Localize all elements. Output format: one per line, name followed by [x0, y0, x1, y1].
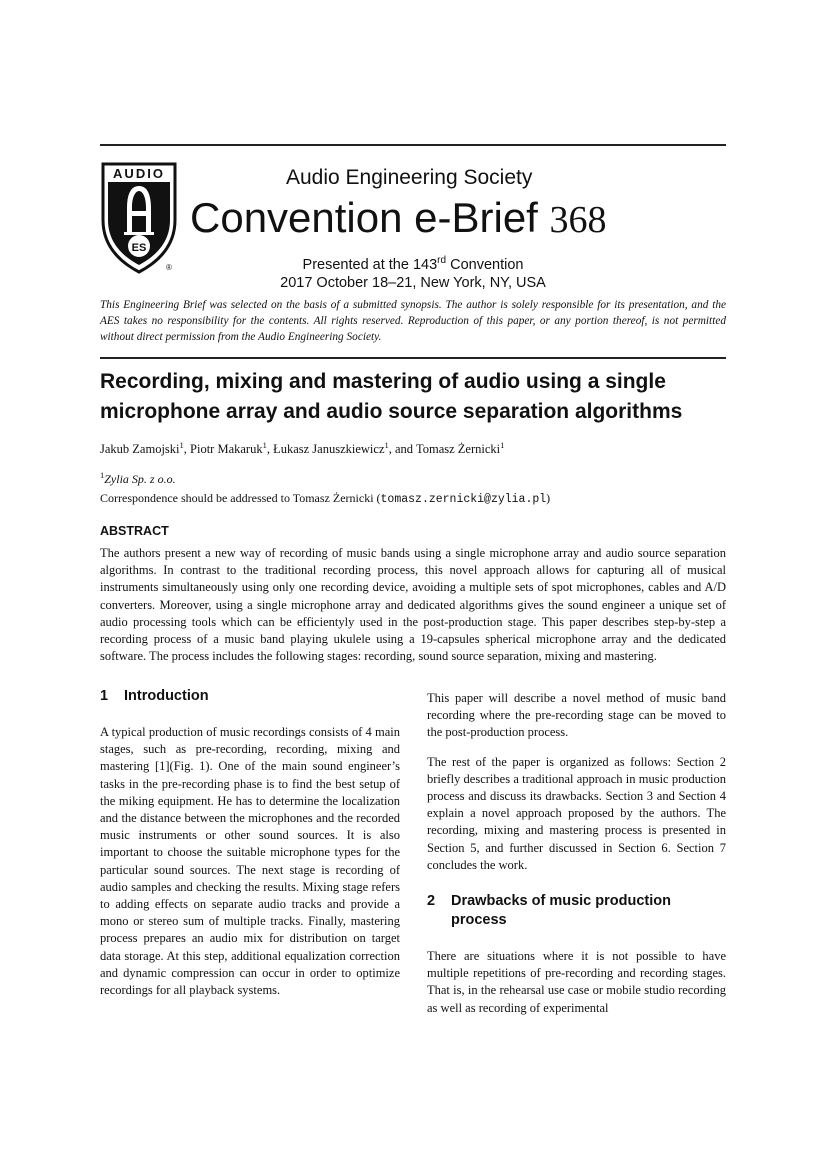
author-name: Jakub Zamojski [100, 442, 180, 457]
section-title: Drawbacks of music production process [451, 893, 671, 929]
presented-suffix: Convention [446, 256, 524, 273]
correspondence-suffix: ) [546, 491, 551, 505]
svg-text:ES: ES [131, 242, 147, 254]
aes-logo [100, 162, 178, 274]
author-sup: 1 [262, 440, 267, 450]
affiliation-sup: 1 [100, 470, 105, 480]
abstract-heading: ABSTRACT [100, 524, 169, 538]
author-name: Piotr Makaruk [190, 442, 263, 457]
author-name: Łukasz Januszkiewicz [273, 442, 385, 457]
society-name: Audio Engineering Society [286, 166, 533, 189]
correspondence-email[interactable]: tomasz.zernicki@zylia.pl [380, 493, 547, 506]
author-sup: 1 [384, 440, 389, 450]
section-heading-intro [100, 687, 400, 706]
convention-ebrief-title [190, 194, 607, 242]
svg-text:AUDIO: AUDIO [113, 166, 165, 181]
correspondence [100, 491, 550, 506]
correspondence-prefix: Correspondence should be addressed to Tomasz Żernicki ( [100, 491, 381, 505]
intro-paragraph-3: The rest of the paper is organized as follows: Section 2 briefly describes a traditional approach in music production process and discuss its drawbacks. Section 3 and Section 4 explain a novel approach proposed by the authors. The recording, mixing and mastering process is presented in Section 5, and further discussed in Section 6. Section 7 concludes the work. [427, 754, 726, 872]
top-rule [100, 144, 726, 146]
intro-column [100, 687, 400, 999]
section-number: 1 [100, 688, 109, 704]
presented-line [200, 252, 626, 274]
author-sep: , [266, 442, 274, 457]
author-sep: , and [388, 442, 416, 457]
presented-sup: rd [437, 255, 447, 266]
affiliation-name: Zylia Sp. z o.o. [104, 472, 176, 486]
author-sup: 1 [500, 440, 505, 450]
paper-title: Recording, mixing and mastering of audio using a single microphone array and audio source separation algorithms [100, 370, 683, 423]
author-sup: 1 [179, 440, 184, 450]
presented-prefix: Presented at the 143 [302, 256, 438, 273]
affiliation [100, 470, 176, 487]
date-location: 2017 October 18–21, New York, NY, USA [280, 274, 546, 291]
right-column [427, 690, 726, 1017]
author-name: Tomasz Żernicki [415, 442, 501, 457]
intro-paragraph-2: This paper will describe a novel method of music band recording where the pre-recording stage can be moved to the post-production process. [427, 691, 726, 740]
section-number: 2 [427, 893, 436, 910]
ebrief-label: Convention e-Brief [190, 194, 538, 241]
author-list [100, 440, 504, 457]
title-rule [100, 357, 726, 359]
drawbacks-paragraph-1: There are situations where it is not possible to have multiple repetitions of pre-recording and recording stages. That is, in the rehearsal use case or mobile studio recording as well as recording of experimental [427, 949, 726, 1015]
disclaimer: This Engineering Brief was selected on the basis of a submitted synopsis. The author is solely responsible for its presentation, and the AES takes no responsibility for the contents. All rights reserved. Reproduction of this paper, or any portion thereof, is not permitted without direct permission from the Audio Engineering Society. [100, 299, 726, 343]
author-sep: , [183, 442, 191, 457]
section-title: Introduction [124, 688, 209, 704]
ebrief-number: 368 [549, 199, 607, 241]
intro-paragraph-1: A typical production of music recordings consists of 4 main stages, such as pre-recording, recording, mixing and mastering [1](Fig. 1). One of the main sound engineer’s tasks in the pre-recording phase is to find the best setup of the miking equipment. He has to determine the localization and the distance between the microphones and the recorded music instruments or other sound sources. It is also important to choose the suitable microphone types for the particular sound sources. The next stage is recording of audio samples and checking the results. Mixing stage refers to adding effects on separate audio tracks and provide a mono or stereo sum of multiple tracks. Finally, mastering process prepares an audio mix for distribution on target data storage. At this step, additional equalization correction and dynamic compression can occur in order to optimize recordings for all playback systems. [100, 725, 400, 998]
svg-text:®: ® [166, 263, 172, 272]
section-heading-drawbacks [427, 892, 726, 930]
abstract-text: The authors present a new way of recording of music bands using a single microphone array and audio source separation algorithms. In contrast to the traditional recording process, this novel approach allows for capturing all of musical instruments simultaneously using only one recording device, avoiding a multiple sets of spot microphones, cables and A/D converters. Moreover, using a single microphone array and dedicated algorithms gives the sound engineer a unique set of audio processing tools which can be efficientyly used in the post-production stage. This paper describes step-by-step a recording process of a music band playing ukulele using a 19-capsules spherical microphone array and the dedicated software. The process includes the following stages: recording, sound source separation, mixing and mastering. [100, 546, 726, 664]
presented-info [200, 252, 626, 292]
